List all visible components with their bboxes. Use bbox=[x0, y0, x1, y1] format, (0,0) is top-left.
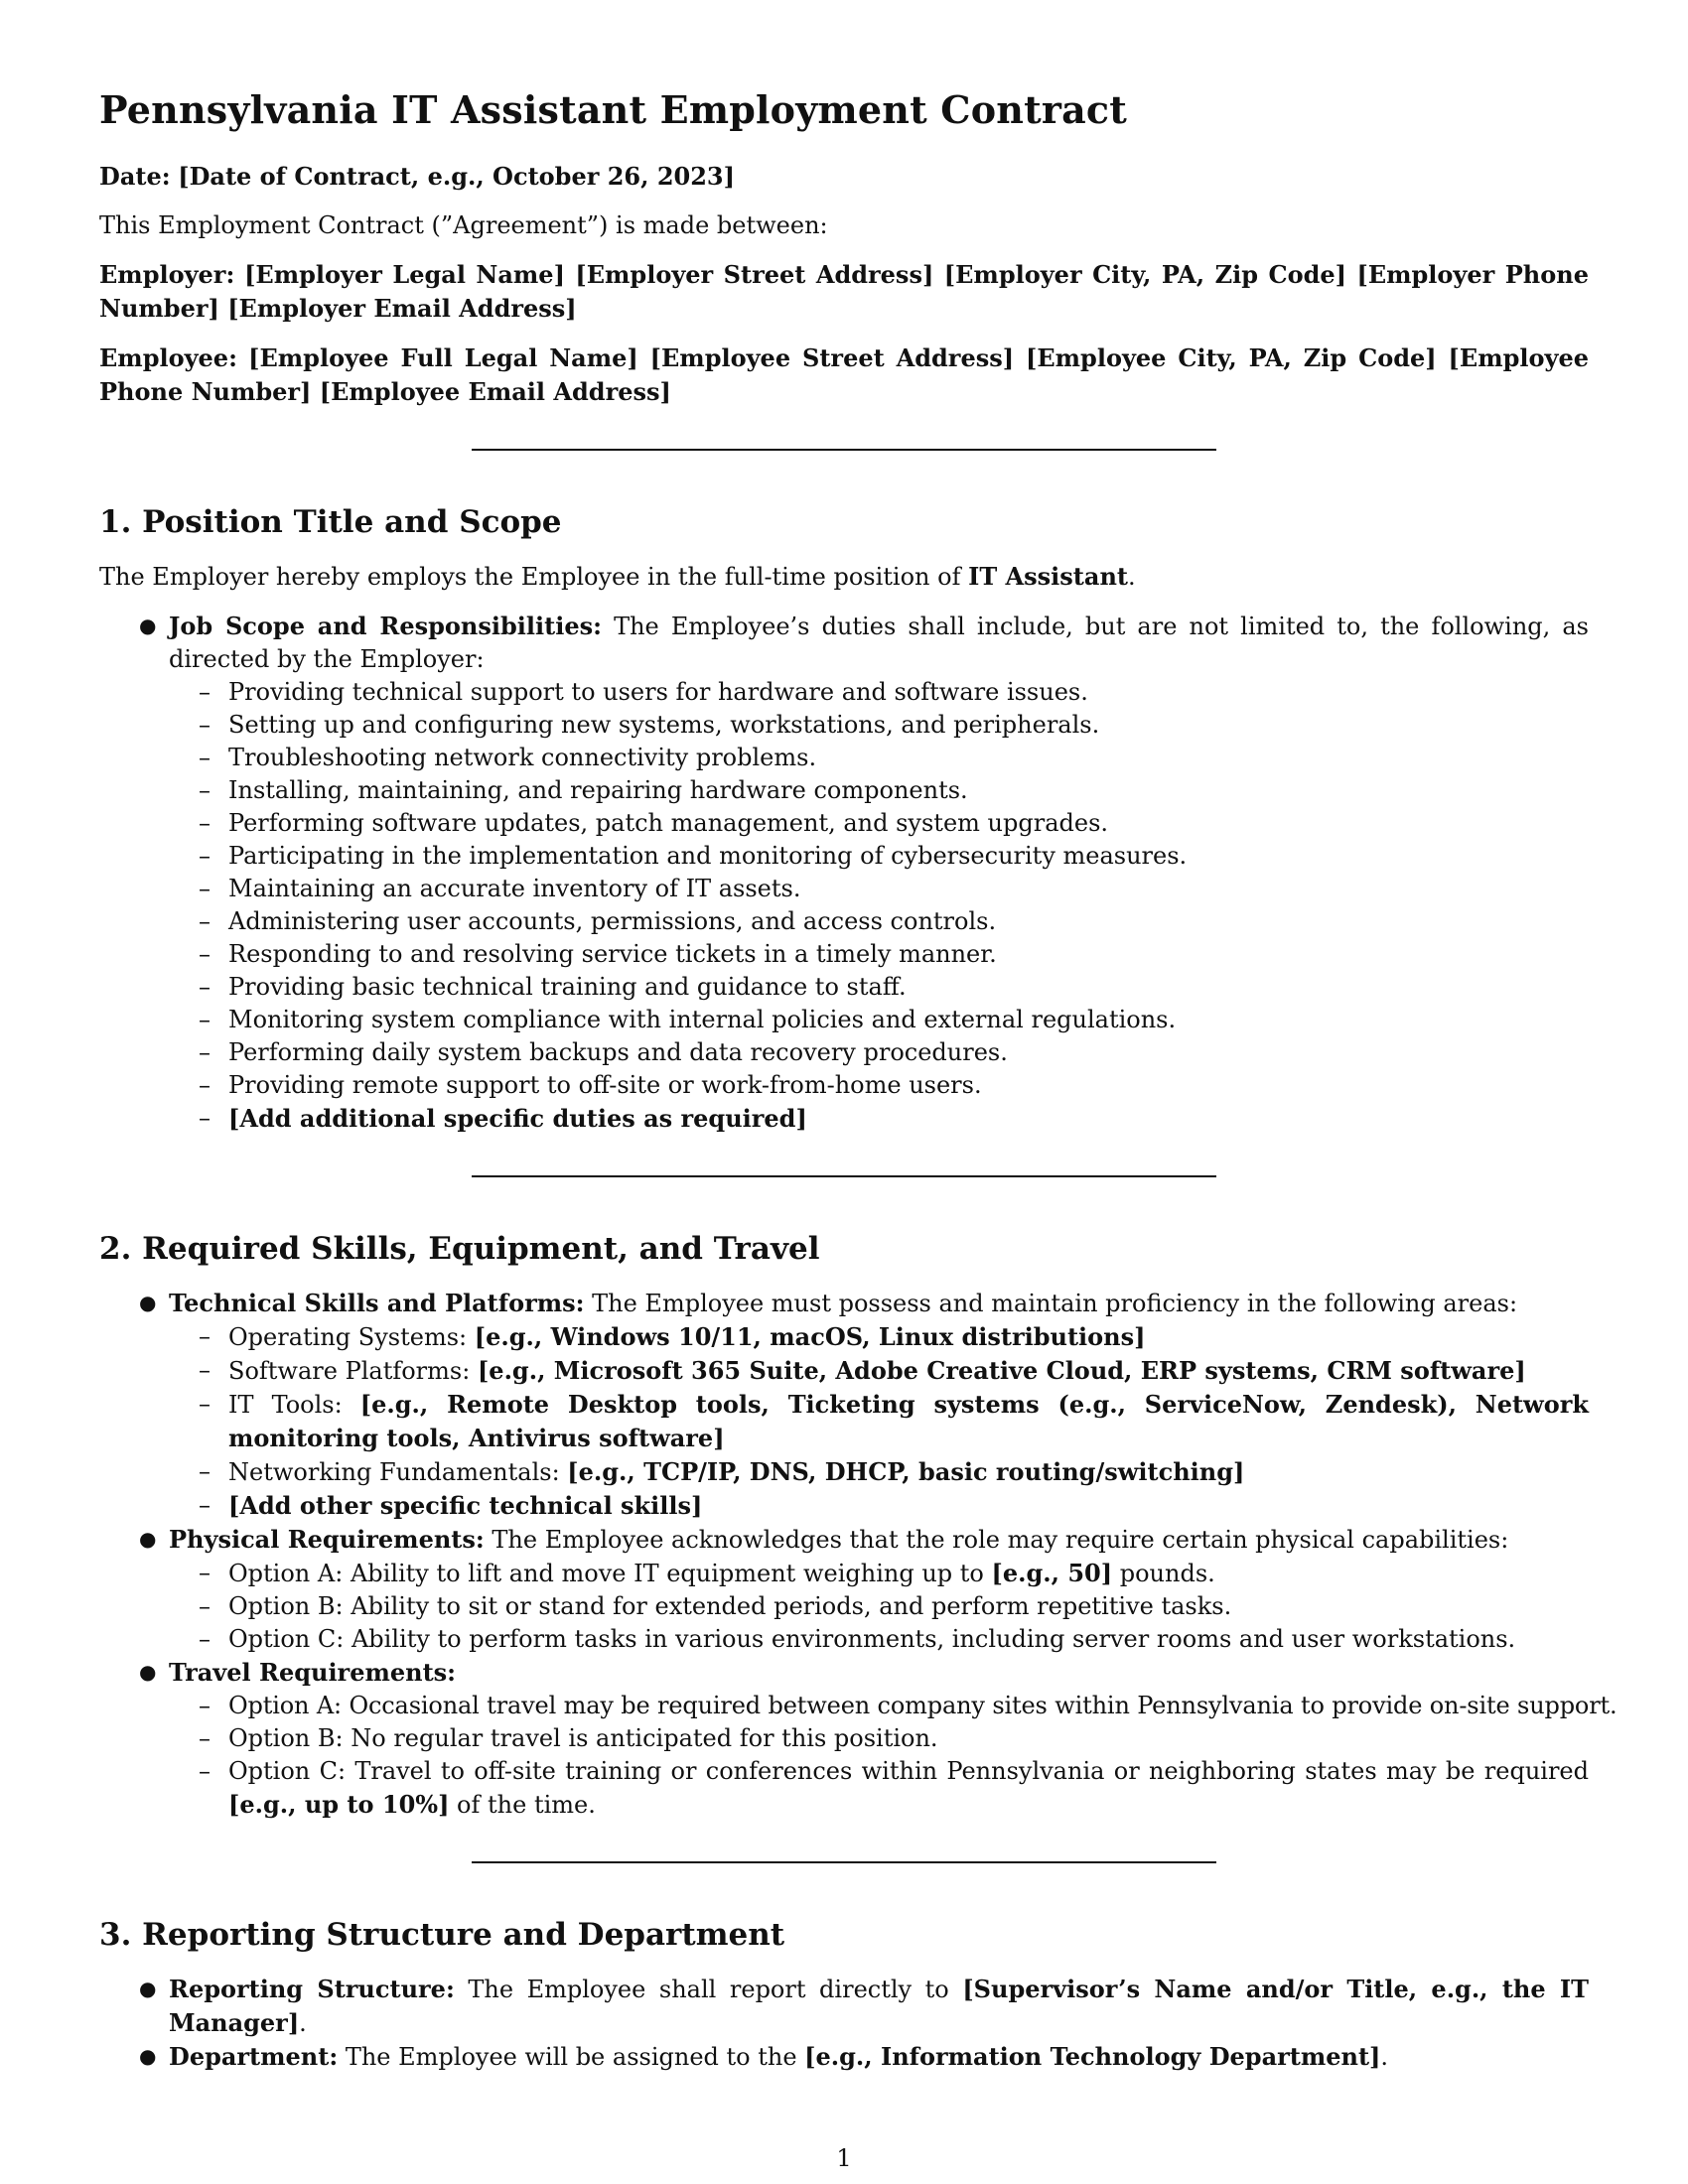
bullet-icon: ● bbox=[139, 1527, 157, 1551]
duty-text: Troubleshooting network connectivity problems. bbox=[228, 744, 817, 771]
physical-option: – Option C: Ability to perform tasks in various environments, including server rooms and user workstations. bbox=[199, 1625, 1516, 1653]
duty-item: – Responding to and resolving service tickets in a timely manner. bbox=[199, 940, 997, 968]
employer-label: Employer: bbox=[99, 260, 235, 289]
duty-item: – Monitoring system compliance with internal policies and external regulations. bbox=[199, 1006, 1177, 1033]
tech-item: – Software Platforms: [e.g., Microsoft 365 Suite, Adobe Creative Cloud, ERP systems, CRM software] bbox=[199, 1356, 1526, 1385]
duty-item: – Providing remote support to off-site or work-from-home users. bbox=[199, 1071, 982, 1099]
option-text: Option C: Ability to perform tasks in various environments, including server rooms and user workstations. bbox=[228, 1625, 1516, 1653]
section-2-list bbox=[99, 1287, 1618, 1822]
duty-text-placeholder: [Add additional specific duties as required] bbox=[228, 1104, 807, 1133]
duty-text: Participating in the implementation and monitoring of cybersecurity measures. bbox=[228, 842, 1188, 870]
duty-item: – Troubleshooting network connectivity problems. bbox=[199, 744, 817, 771]
duty-text: Administering user accounts, permissions, and access controls. bbox=[228, 907, 997, 935]
duty-text: Monitoring system compliance with internal policies and external regulations. bbox=[228, 1006, 1177, 1033]
option-value: [e.g., 50] bbox=[991, 1559, 1113, 1587]
option-text: Option A: Ability to lift and move IT equipment weighing up to bbox=[228, 1560, 992, 1587]
tech-item-value: [e.g., Microsoft 365 Suite, Adobe Creative Cloud, ERP systems, CRM software] bbox=[477, 1356, 1526, 1385]
duties-list bbox=[169, 676, 1589, 1136]
duty-item: – Providing basic technical training and guidance to staff. bbox=[199, 973, 907, 1001]
position-text: The Employer hereby employs the Employee in the full-time position of bbox=[99, 563, 969, 591]
duty-item: – Performing software updates, patch management, and system upgrades. bbox=[199, 809, 1109, 837]
tech-item: – Operating Systems: [e.g., Windows 10/11, macOS, Linux distributions] bbox=[199, 1322, 1146, 1351]
tech-item: – IT Tools: [e.g., Remote Desktop tools, Ticketing systems (e.g., ServiceNow, Zendesk), Network monitoring tools, Antivirus software] bbox=[199, 1390, 1589, 1452]
tech-list bbox=[169, 1320, 1589, 1523]
employer-details: [Employer Legal Name] [Employer Street Address] [Employer City, PA, Zip Code] [Employer Phone Number] [Employer Email Address] bbox=[99, 260, 1589, 323]
reporting-value: [Supervisor’s Name and/or Title, e.g., the IT Manager] bbox=[169, 1975, 1590, 2037]
tech-item-value: [e.g., Windows 10/11, macOS, Linux distributions] bbox=[474, 1322, 1146, 1351]
option-text-end: pounds. bbox=[1112, 1560, 1215, 1587]
duty-text: Performing software updates, patch management, and system upgrades. bbox=[228, 809, 1109, 837]
duty-item: – [Add additional specific duties as required] bbox=[199, 1104, 807, 1133]
option-text: Option C: Travel to off-site training or conferences within Pennsylvania or neighboring states may be required bbox=[228, 1757, 1589, 1785]
employer-block bbox=[99, 258, 1589, 326]
document-page bbox=[99, 87, 1618, 2074]
section-divider bbox=[472, 1861, 1216, 1863]
duty-text: Setting up and configuring new systems, workstations, and peripherals. bbox=[228, 711, 1100, 739]
list-item bbox=[99, 1973, 1589, 2040]
employee-block bbox=[99, 341, 1589, 409]
travel-option: – Option B: No regular travel is anticipated for this position. bbox=[199, 1724, 938, 1752]
tech-item-placeholder: [Add other specific technical skills] bbox=[228, 1491, 703, 1520]
scope-label: Job Scope and Responsibilities: bbox=[169, 612, 602, 640]
list-item bbox=[99, 1656, 1618, 1822]
section-3-heading: 3. Reporting Structure and Department bbox=[99, 1917, 785, 1953]
travel-label: Travel Requirements: bbox=[169, 1658, 457, 1687]
tech-item-value: [e.g., TCP/IP, DNS, DHCP, basic routing/switching] bbox=[567, 1457, 1245, 1486]
reporting-text: The Employee shall report directly to bbox=[454, 1976, 963, 2003]
section-1-heading: 1. Position Title and Scope bbox=[99, 504, 562, 540]
tech-item: – Networking Fundamentals: [e.g., TCP/IP, DNS, DHCP, basic routing/switching] bbox=[199, 1457, 1245, 1486]
physical-text: The Employee acknowledges that the role may require certain physical capabilities: bbox=[484, 1526, 1509, 1554]
list-item bbox=[99, 1523, 1589, 1656]
employee-label: Employee: bbox=[99, 343, 237, 372]
option-text: Option B: Ability to sit or stand for extended periods, and perform repetitive tasks. bbox=[228, 1592, 1232, 1620]
page-number: 1 bbox=[836, 2144, 852, 2172]
physical-option: – Option B: Ability to sit or stand for extended periods, and perform repetitive tasks. bbox=[199, 1592, 1232, 1620]
tech-item-label: Operating Systems: bbox=[228, 1323, 475, 1351]
physical-option: – Option A: Ability to lift and move IT equipment weighing up to [e.g., 50] pounds. bbox=[199, 1559, 1215, 1587]
bullet-icon: ● bbox=[139, 1291, 157, 1314]
duty-text: Providing basic technical training and guidance to staff. bbox=[228, 973, 907, 1001]
tech-item-label: Networking Fundamentals: bbox=[228, 1458, 568, 1486]
travel-list bbox=[169, 1690, 1618, 1822]
reporting-label: Reporting Structure: bbox=[169, 1975, 455, 2003]
date-label: Date: bbox=[99, 162, 171, 191]
document-title: Pennsylvania IT Assistant Employment Contract bbox=[99, 87, 1127, 132]
duty-item: – Administering user accounts, permissions, and access controls. bbox=[199, 907, 997, 935]
duty-item: – Setting up and configuring new systems, workstations, and peripherals. bbox=[199, 711, 1100, 739]
intro-paragraph: This Employment Contract (”Agreement”) is made between: bbox=[99, 211, 828, 239]
list-item bbox=[99, 2040, 1589, 2074]
bullet-icon: ● bbox=[139, 2044, 157, 2068]
reporting-end: . bbox=[299, 2009, 307, 2037]
section-divider bbox=[472, 449, 1216, 451]
scope-text: The Employee’s duties shall include, but are not limited to, the following, as directed by the Employer: bbox=[169, 613, 1589, 673]
section-3-list bbox=[99, 1973, 1589, 2074]
list-item bbox=[99, 610, 1589, 1136]
tech-item: – [Add other specific technical skills] bbox=[199, 1491, 703, 1520]
duty-text: Providing remote support to off-site or work-from-home users. bbox=[228, 1071, 982, 1099]
department-end: . bbox=[1380, 2043, 1389, 2071]
position-title: IT Assistant bbox=[968, 562, 1128, 591]
option-text: Option B: No regular travel is anticipated for this position. bbox=[228, 1724, 938, 1752]
duty-text: Installing, maintaining, and repairing hardware components. bbox=[228, 776, 968, 804]
tech-text: The Employee must possess and maintain proficiency in the following areas: bbox=[584, 1290, 1518, 1317]
duty-item: – Maintaining an accurate inventory of IT assets. bbox=[199, 875, 801, 902]
duty-item: – Performing daily system backups and data recovery procedures. bbox=[199, 1038, 1008, 1066]
physical-label: Physical Requirements: bbox=[169, 1525, 485, 1554]
department-label: Department: bbox=[169, 2042, 339, 2071]
department-value: [e.g., Information Technology Department] bbox=[804, 2042, 1381, 2071]
option-text-end: of the time. bbox=[449, 1791, 596, 1819]
duty-item: – Installing, maintaining, and repairing hardware components. bbox=[199, 776, 968, 804]
date-value: [Date of Contract, e.g., October 26, 2023] bbox=[178, 162, 735, 191]
position-paragraph bbox=[99, 560, 1589, 594]
list-item bbox=[99, 1287, 1589, 1523]
option-text: Option A: Occasional travel may be required between company sites within Pennsylvania to provide on-site support. bbox=[228, 1692, 1618, 1719]
option-value: [e.g., up to 10%] bbox=[228, 1790, 450, 1819]
tech-item-label: Software Platforms: bbox=[228, 1357, 478, 1385]
bullet-icon: ● bbox=[139, 614, 157, 637]
bullet-icon: ● bbox=[139, 1977, 157, 2000]
tech-item-value: [e.g., Remote Desktop tools, Ticketing systems (e.g., ServiceNow, Zendesk), Network monitoring tools, Antivirus software] bbox=[228, 1390, 1589, 1452]
travel-option: – Option A: Occasional travel may be required between company sites within Pennsylvania to provide on-site support. bbox=[199, 1692, 1618, 1719]
travel-option: – Option C: Travel to off-site training or conferences within Pennsylvania or neighboring states may be required [e.g., up to 10%] of the time. bbox=[199, 1757, 1589, 1819]
duty-item: – Participating in the implementation and monitoring of cybersecurity measures. bbox=[199, 842, 1188, 870]
position-period: . bbox=[1127, 563, 1136, 591]
employee-details: [Employee Full Legal Name] [Employee Street Address] [Employee City, PA, Zip Code] [Employee Phone Number] [Employee Email Address] bbox=[99, 343, 1589, 406]
tech-item-label: IT Tools: bbox=[228, 1391, 360, 1419]
tech-label: Technical Skills and Platforms: bbox=[169, 1289, 585, 1317]
duty-text: Performing daily system backups and data recovery procedures. bbox=[228, 1038, 1008, 1066]
section-2-heading: 2. Required Skills, Equipment, and Travel bbox=[99, 1231, 820, 1267]
contract-date bbox=[99, 160, 1589, 194]
physical-list bbox=[169, 1557, 1589, 1656]
bullet-icon: ● bbox=[139, 1660, 157, 1684]
section-1-list bbox=[99, 610, 1589, 1136]
duty-text: Maintaining an accurate inventory of IT assets. bbox=[228, 875, 801, 902]
section-divider bbox=[472, 1175, 1216, 1177]
duty-text: Responding to and resolving service tickets in a timely manner. bbox=[228, 940, 997, 968]
duty-text: Providing technical support to users for hardware and software issues. bbox=[228, 678, 1088, 706]
duty-item: – Providing technical support to users for hardware and software issues. bbox=[199, 678, 1088, 706]
department-text: The Employee will be assigned to the bbox=[338, 2043, 805, 2071]
